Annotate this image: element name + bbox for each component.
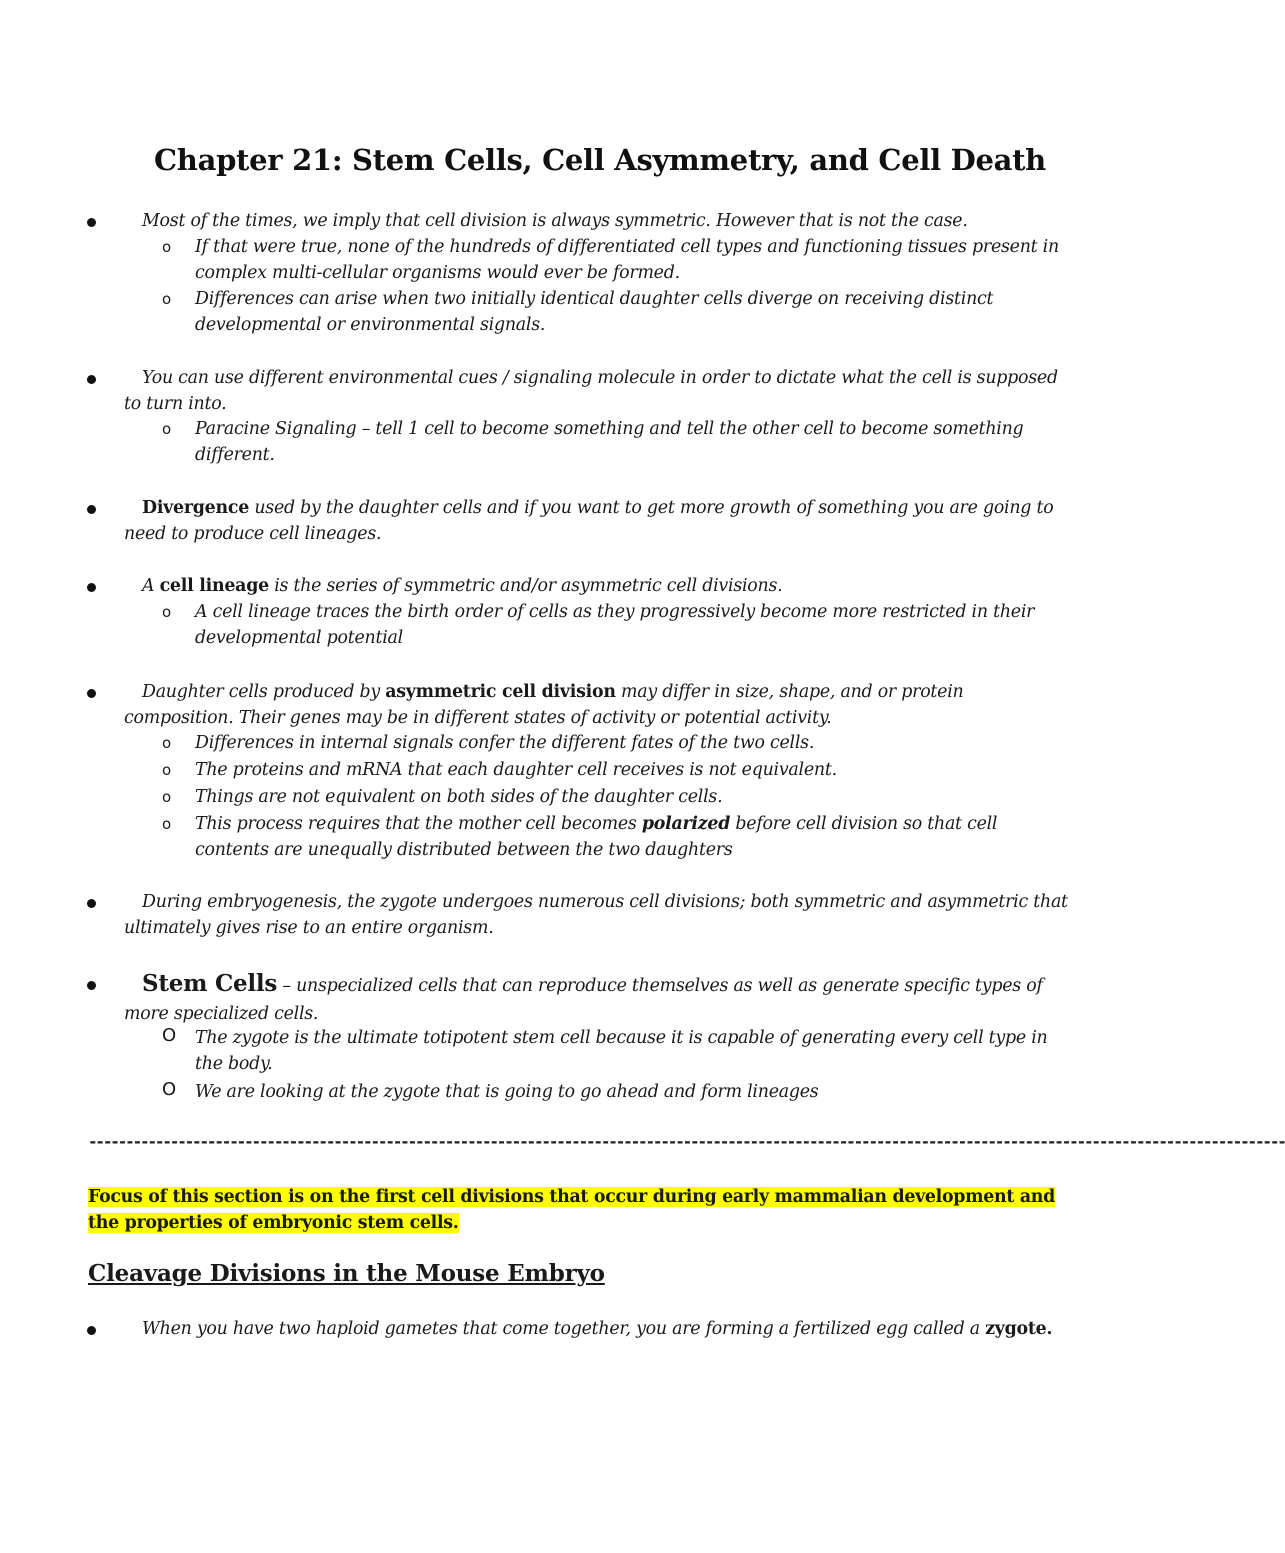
bullet-dot-icon — [87, 583, 96, 592]
sub-bullet-text: The zygote is the ultimate totipotent stem cell because it is capable of generating every cell type in the body. — [195, 1028, 1048, 1074]
sub-bullet-item — [162, 286, 1075, 338]
sub-bullet-text-pre: This process requires that the mother cell becomes — [195, 814, 642, 834]
sub-bullet-text: Differences can arise when two initially identical daughter cells diverge on receiving distinct developmental or environmental signals. — [195, 289, 994, 335]
hollow-bullet-icon: o — [162, 761, 171, 779]
bullet-item-divergence — [124, 495, 1074, 547]
hollow-bullet-icon: o — [162, 290, 171, 308]
bullet-dot-icon — [87, 1326, 96, 1335]
bullet-text: is the series of symmetric and/or asymmetric cell divisions. — [268, 576, 783, 596]
sub-bullet-item — [162, 234, 1075, 286]
bullet-item-embryogenesis — [124, 889, 1074, 941]
sub-bullet-text: A cell lineage traces the birth order of cells as they progressively become more restricted in their developmental potential — [195, 602, 1035, 648]
sub-bullet-text-post: before cell division so that cell contents are unequally distributed between the two daughters — [195, 814, 998, 860]
bullet-dot-icon — [87, 899, 96, 908]
sub-bullet-text: Differences in internal signals confer the different fates of the two cells. — [195, 733, 815, 753]
bullet-text: may differ in size, shape, and or protein composition. Their genes may be in different states of activity or potential activity. — [124, 682, 964, 728]
hollow-bullet-icon: o — [162, 815, 171, 833]
hollow-bullet-icon: o — [162, 603, 171, 621]
bullet-item-asymmetric-division — [124, 679, 1074, 731]
term-asymmetric-cell-division: asymmetric cell division — [385, 682, 616, 702]
sub-bullet-item — [162, 416, 1075, 468]
bullet-text: When you have two haploid gametes that come together, you are forming a fertilized egg called a — [142, 1319, 986, 1339]
bullet-dot-icon — [87, 981, 96, 990]
sub-bullet-item — [162, 784, 1075, 810]
bullet-dot-icon — [87, 505, 96, 514]
dashed-divider: ----------------------------------------------------------------------------------------------------------------------------------------------------------------- — [88, 1132, 1285, 1151]
sub-bullet-item — [162, 757, 1075, 783]
hollow-bullet-icon: O — [162, 1025, 176, 1046]
term-cell-lineage: cell lineage — [159, 576, 269, 596]
term-zygote: zygote — [985, 1319, 1047, 1339]
bullet-item-environmental-cues — [124, 365, 1074, 417]
bullet-text-pre: Daughter cells produced by — [142, 682, 386, 702]
bullet-text-post: . — [1046, 1319, 1053, 1339]
sub-bullet-item — [162, 1079, 1075, 1105]
bullet-text: used by the daughter cells and if you want to get more growth of something you are going to need to produce cell lineages. — [124, 498, 1054, 544]
section-heading: Cleavage Divisions in the Mouse Embryo — [88, 1260, 605, 1287]
hollow-bullet-icon: o — [162, 238, 171, 256]
sub-bullet-text: If that were true, none of the hundreds of differentiated cell types and functioning tissues present in complex multi-cellular organisms would ever be formed. — [195, 237, 1059, 283]
sub-bullet-text: The proteins and mRNA that each daughter cell receives is not equivalent. — [195, 760, 837, 780]
focus-text: Focus of this section is on the first cell divisions that occur during early mammalian development and the properties of embryonic stem cells. — [88, 1187, 1055, 1233]
bullet-text: You can use different environmental cues / signaling molecule in order to dictate what the cell is supposed to turn into. — [124, 368, 1058, 414]
page-title: Chapter 21: Stem Cells, Cell Asymmetry, and Cell Death — [154, 143, 1046, 177]
bullet-dot-icon — [87, 375, 96, 384]
hollow-bullet-icon: o — [162, 734, 171, 752]
bullet-text: Most of the times, we imply that cell division is always symmetric. However that is not the case. — [142, 211, 968, 231]
term-polarized: polarized — [641, 814, 731, 834]
term-stem-cells: Stem Cells — [142, 970, 278, 997]
sub-bullet-item — [162, 1025, 1075, 1077]
sub-bullet-text: We are looking at the zygote that is going to go ahead and form lineages — [195, 1082, 819, 1102]
bullet-item-symmetric-division — [124, 208, 1074, 234]
term-divergence: Divergence — [142, 498, 250, 518]
bullet-dot-icon — [87, 689, 96, 698]
bullet-item-stem-cells — [124, 970, 1074, 1028]
sub-bullet-item — [162, 811, 1075, 863]
hollow-bullet-icon: o — [162, 788, 171, 806]
bullet-text: During embryogenesis, the zygote undergoes numerous cell divisions; both symmetric and asymmetric that ultimately gives rise to an entire organism. — [124, 892, 1068, 938]
sub-bullet-item — [162, 599, 1075, 651]
bullet-item-cell-lineage — [124, 573, 1074, 599]
hollow-bullet-icon: o — [162, 420, 171, 438]
bullet-text: – unspecialized cells that can reproduce themselves as well as generate specific types of more specialized cells. — [124, 976, 1043, 1024]
highlighted-focus-note — [88, 1184, 1078, 1236]
sub-bullet-text: Paracine Signaling – tell 1 cell to become something and tell the other cell to become something different. — [195, 419, 1024, 465]
hollow-bullet-icon: O — [162, 1079, 176, 1100]
bullet-dot-icon — [87, 218, 96, 227]
sub-bullet-text: Things are not equivalent on both sides of the daughter cells. — [195, 787, 723, 807]
bullet-item-zygote — [124, 1316, 1074, 1342]
bullet-text-pre: A — [142, 576, 160, 596]
sub-bullet-item — [162, 730, 1075, 756]
